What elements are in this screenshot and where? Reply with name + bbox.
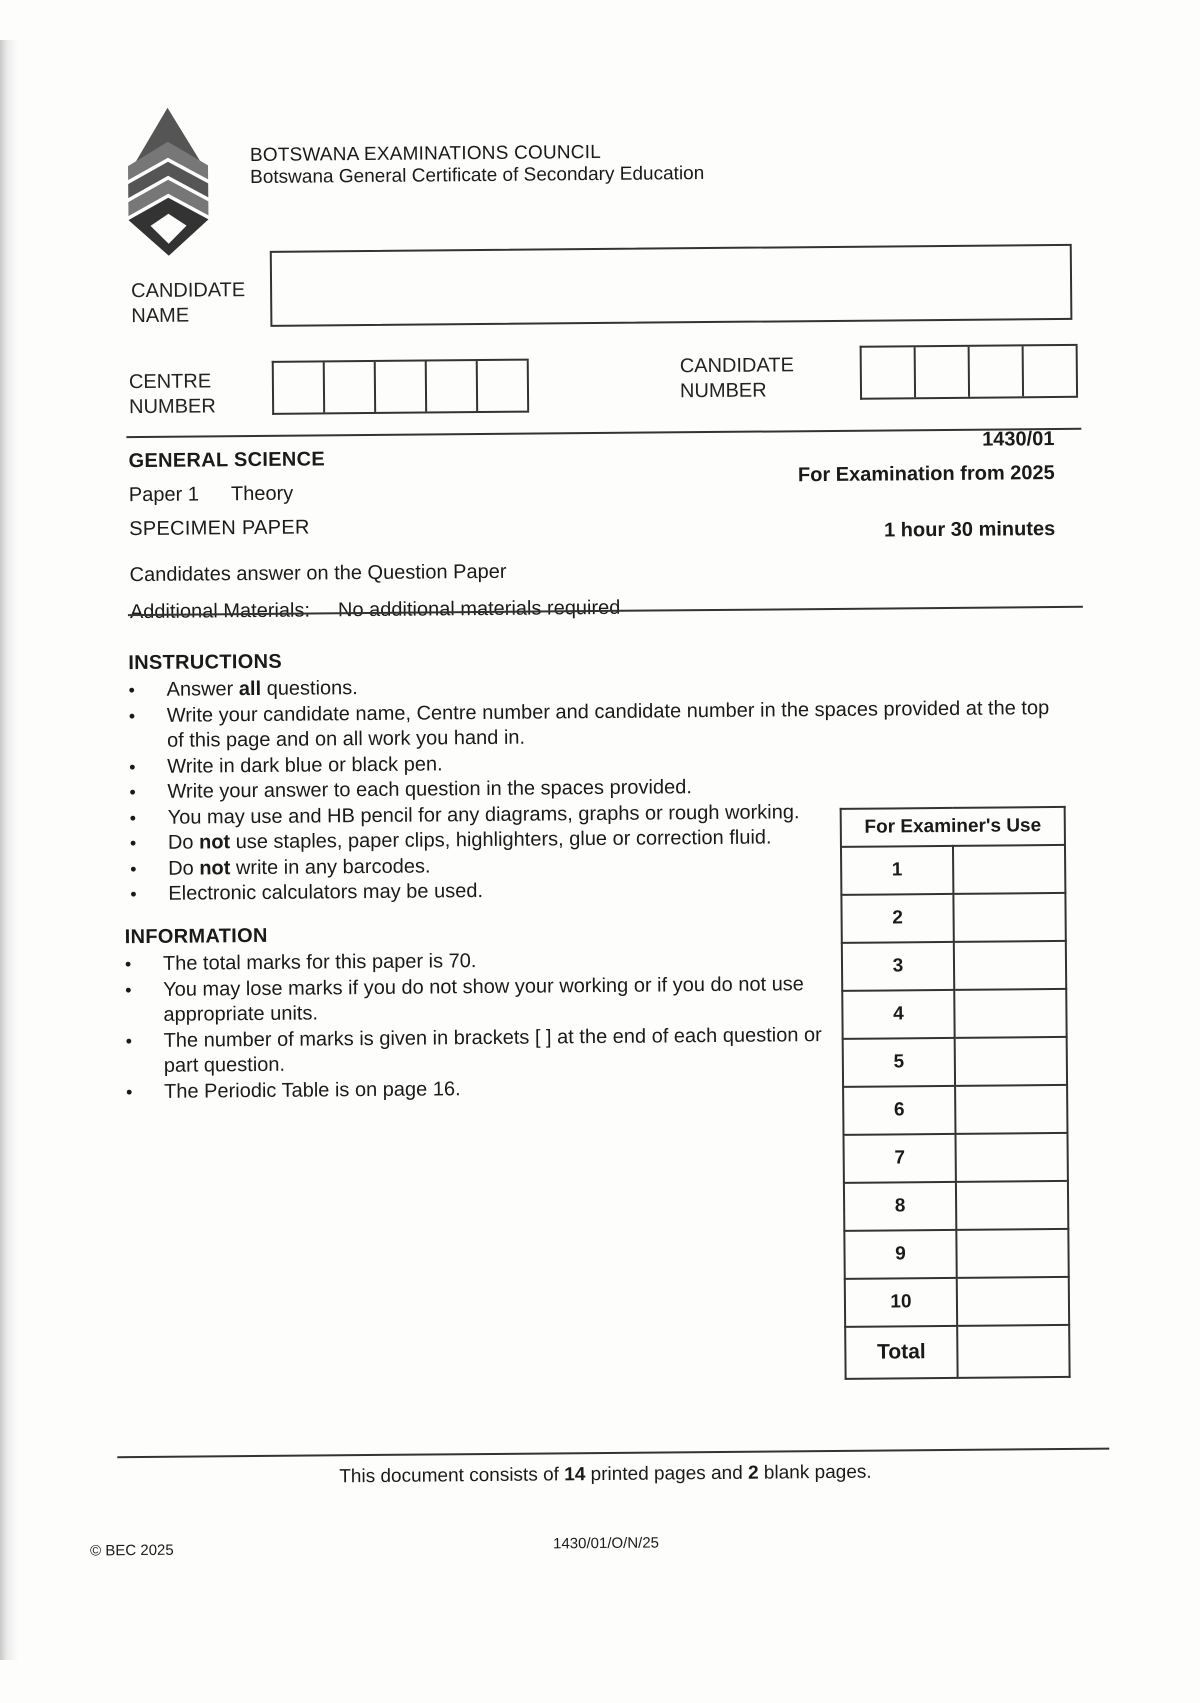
candidate-digit-box[interactable] — [916, 347, 970, 397]
question-number: 4 — [842, 990, 954, 1039]
table-row — [841, 845, 1065, 895]
question-number: 9 — [844, 1230, 956, 1279]
subject-title: GENERAL SCIENCE — [128, 448, 326, 473]
candidate-name-field[interactable] — [270, 244, 1073, 327]
table-row — [842, 989, 1066, 1039]
centre-digit-box[interactable] — [325, 362, 376, 412]
centre-digit-box[interactable] — [274, 362, 325, 412]
mark-cell[interactable] — [954, 989, 1066, 1038]
certificate-title: Botswana General Certificate of Secondary Education — [250, 163, 705, 189]
table-row — [841, 893, 1065, 943]
table-row — [845, 1277, 1069, 1327]
mark-cell[interactable] — [955, 1133, 1067, 1182]
mark-cell[interactable] — [956, 1229, 1068, 1278]
instructions-heading: INSTRUCTIONS — [128, 650, 283, 675]
table-row — [843, 1037, 1067, 1087]
candidate-number-field[interactable] — [860, 344, 1078, 400]
question-number: 3 — [842, 942, 954, 991]
list-item: • Do not write in any barcodes. — [130, 848, 1070, 882]
total-row — [845, 1325, 1069, 1379]
question-number: 5 — [843, 1038, 955, 1087]
list-item: • The number of marks is given in brackets [ ] at the end of each question or part question. — [126, 1023, 826, 1080]
centre-number-field[interactable] — [272, 359, 529, 415]
list-item: • You may lose marks if you do not show your working or if you do not use appropriate units. — [125, 972, 825, 1029]
centre-digit-box[interactable] — [427, 361, 478, 411]
information-heading: INFORMATION — [124, 924, 268, 949]
question-number: 1 — [841, 846, 953, 895]
duration: 1 hour 30 minutes — [883, 518, 1056, 542]
list-item: • Answer all questions. — [128, 670, 1068, 704]
mark-cell[interactable] — [957, 1277, 1069, 1326]
information-list — [125, 946, 826, 1105]
additional-materials-value: No additional materials required — [337, 596, 621, 622]
mark-cell[interactable] — [955, 1085, 1067, 1134]
list-item: • The total marks for this paper is 70. — [125, 946, 825, 978]
question-number: 8 — [844, 1182, 956, 1231]
mark-cell[interactable] — [954, 941, 1066, 990]
question-number: 7 — [843, 1134, 955, 1183]
mark-cell[interactable] — [953, 845, 1065, 894]
examiner-use-table — [840, 806, 1071, 1380]
table-row — [843, 1085, 1067, 1135]
question-number: 10 — [845, 1278, 957, 1327]
centre-number-label: CENTRE NUMBER — [128, 370, 216, 419]
candidate-digit-box[interactable] — [970, 346, 1024, 396]
exam-from: For Examination from 2025 — [797, 462, 1055, 487]
mark-cell[interactable] — [955, 1037, 1067, 1086]
examiner-table-heading: For Examiner's Use — [841, 807, 1065, 847]
footer-code: 1430/01/O/N/25 — [553, 1534, 660, 1553]
table-row — [844, 1181, 1068, 1231]
council-name: BOTSWANA EXAMINATIONS COUNCIL — [249, 141, 602, 167]
total-mark-cell[interactable] — [957, 1325, 1069, 1378]
paper-number: Paper 1 — [128, 483, 200, 507]
table-row — [844, 1229, 1068, 1279]
list-item: • You may use and HB pencil for any diagrams, graphs or rough working. — [130, 797, 1070, 831]
paper-line — [129, 483, 294, 507]
list-item: • Write your candidate name, Centre number and candidate number in the spaces provided at the top of this page and on all work you hand in. — [129, 695, 1069, 754]
candidate-digit-box[interactable] — [862, 347, 916, 397]
list-item: • The Periodic Table is on page 16. — [126, 1074, 826, 1106]
paper-type: Theory — [230, 482, 294, 506]
divider — [117, 1448, 1109, 1459]
question-number: 6 — [843, 1086, 955, 1135]
table-row — [843, 1133, 1067, 1183]
list-item: • Electronic calculators may be used. — [130, 874, 1070, 908]
centre-digit-box[interactable] — [376, 361, 427, 411]
list-item: • Write in dark blue or black pen. — [129, 746, 1069, 780]
mark-cell[interactable] — [953, 893, 1065, 942]
bec-crest-logo-icon — [120, 107, 217, 256]
paper-code: 1430/01 — [982, 428, 1055, 451]
list-item: • Do not use staples, paper clips, highlighters, glue or correction fluid. — [130, 823, 1070, 857]
additional-materials-label: Additional Materials: — [129, 599, 311, 624]
table-row — [842, 941, 1066, 991]
question-number: 2 — [841, 894, 953, 943]
page-count-note: This document consists of 14 printed pages and 2 blank pages. — [339, 1461, 872, 1488]
candidate-number-label: CANDIDATE NUMBER — [679, 354, 794, 403]
mark-cell[interactable] — [956, 1181, 1068, 1230]
list-item: • Write your answer to each question in the spaces provided. — [129, 772, 1069, 806]
candidate-digit-box[interactable] — [1024, 346, 1078, 396]
answer-on-note: Candidates answer on the Question Paper — [129, 560, 507, 587]
total-label: Total — [845, 1326, 957, 1379]
copyright: © BEC 2025 — [90, 1541, 174, 1560]
centre-digit-box[interactable] — [478, 361, 529, 411]
specimen-label: SPECIMEN PAPER — [129, 516, 310, 541]
candidate-name-label: CANDIDATE NAME — [131, 279, 246, 328]
